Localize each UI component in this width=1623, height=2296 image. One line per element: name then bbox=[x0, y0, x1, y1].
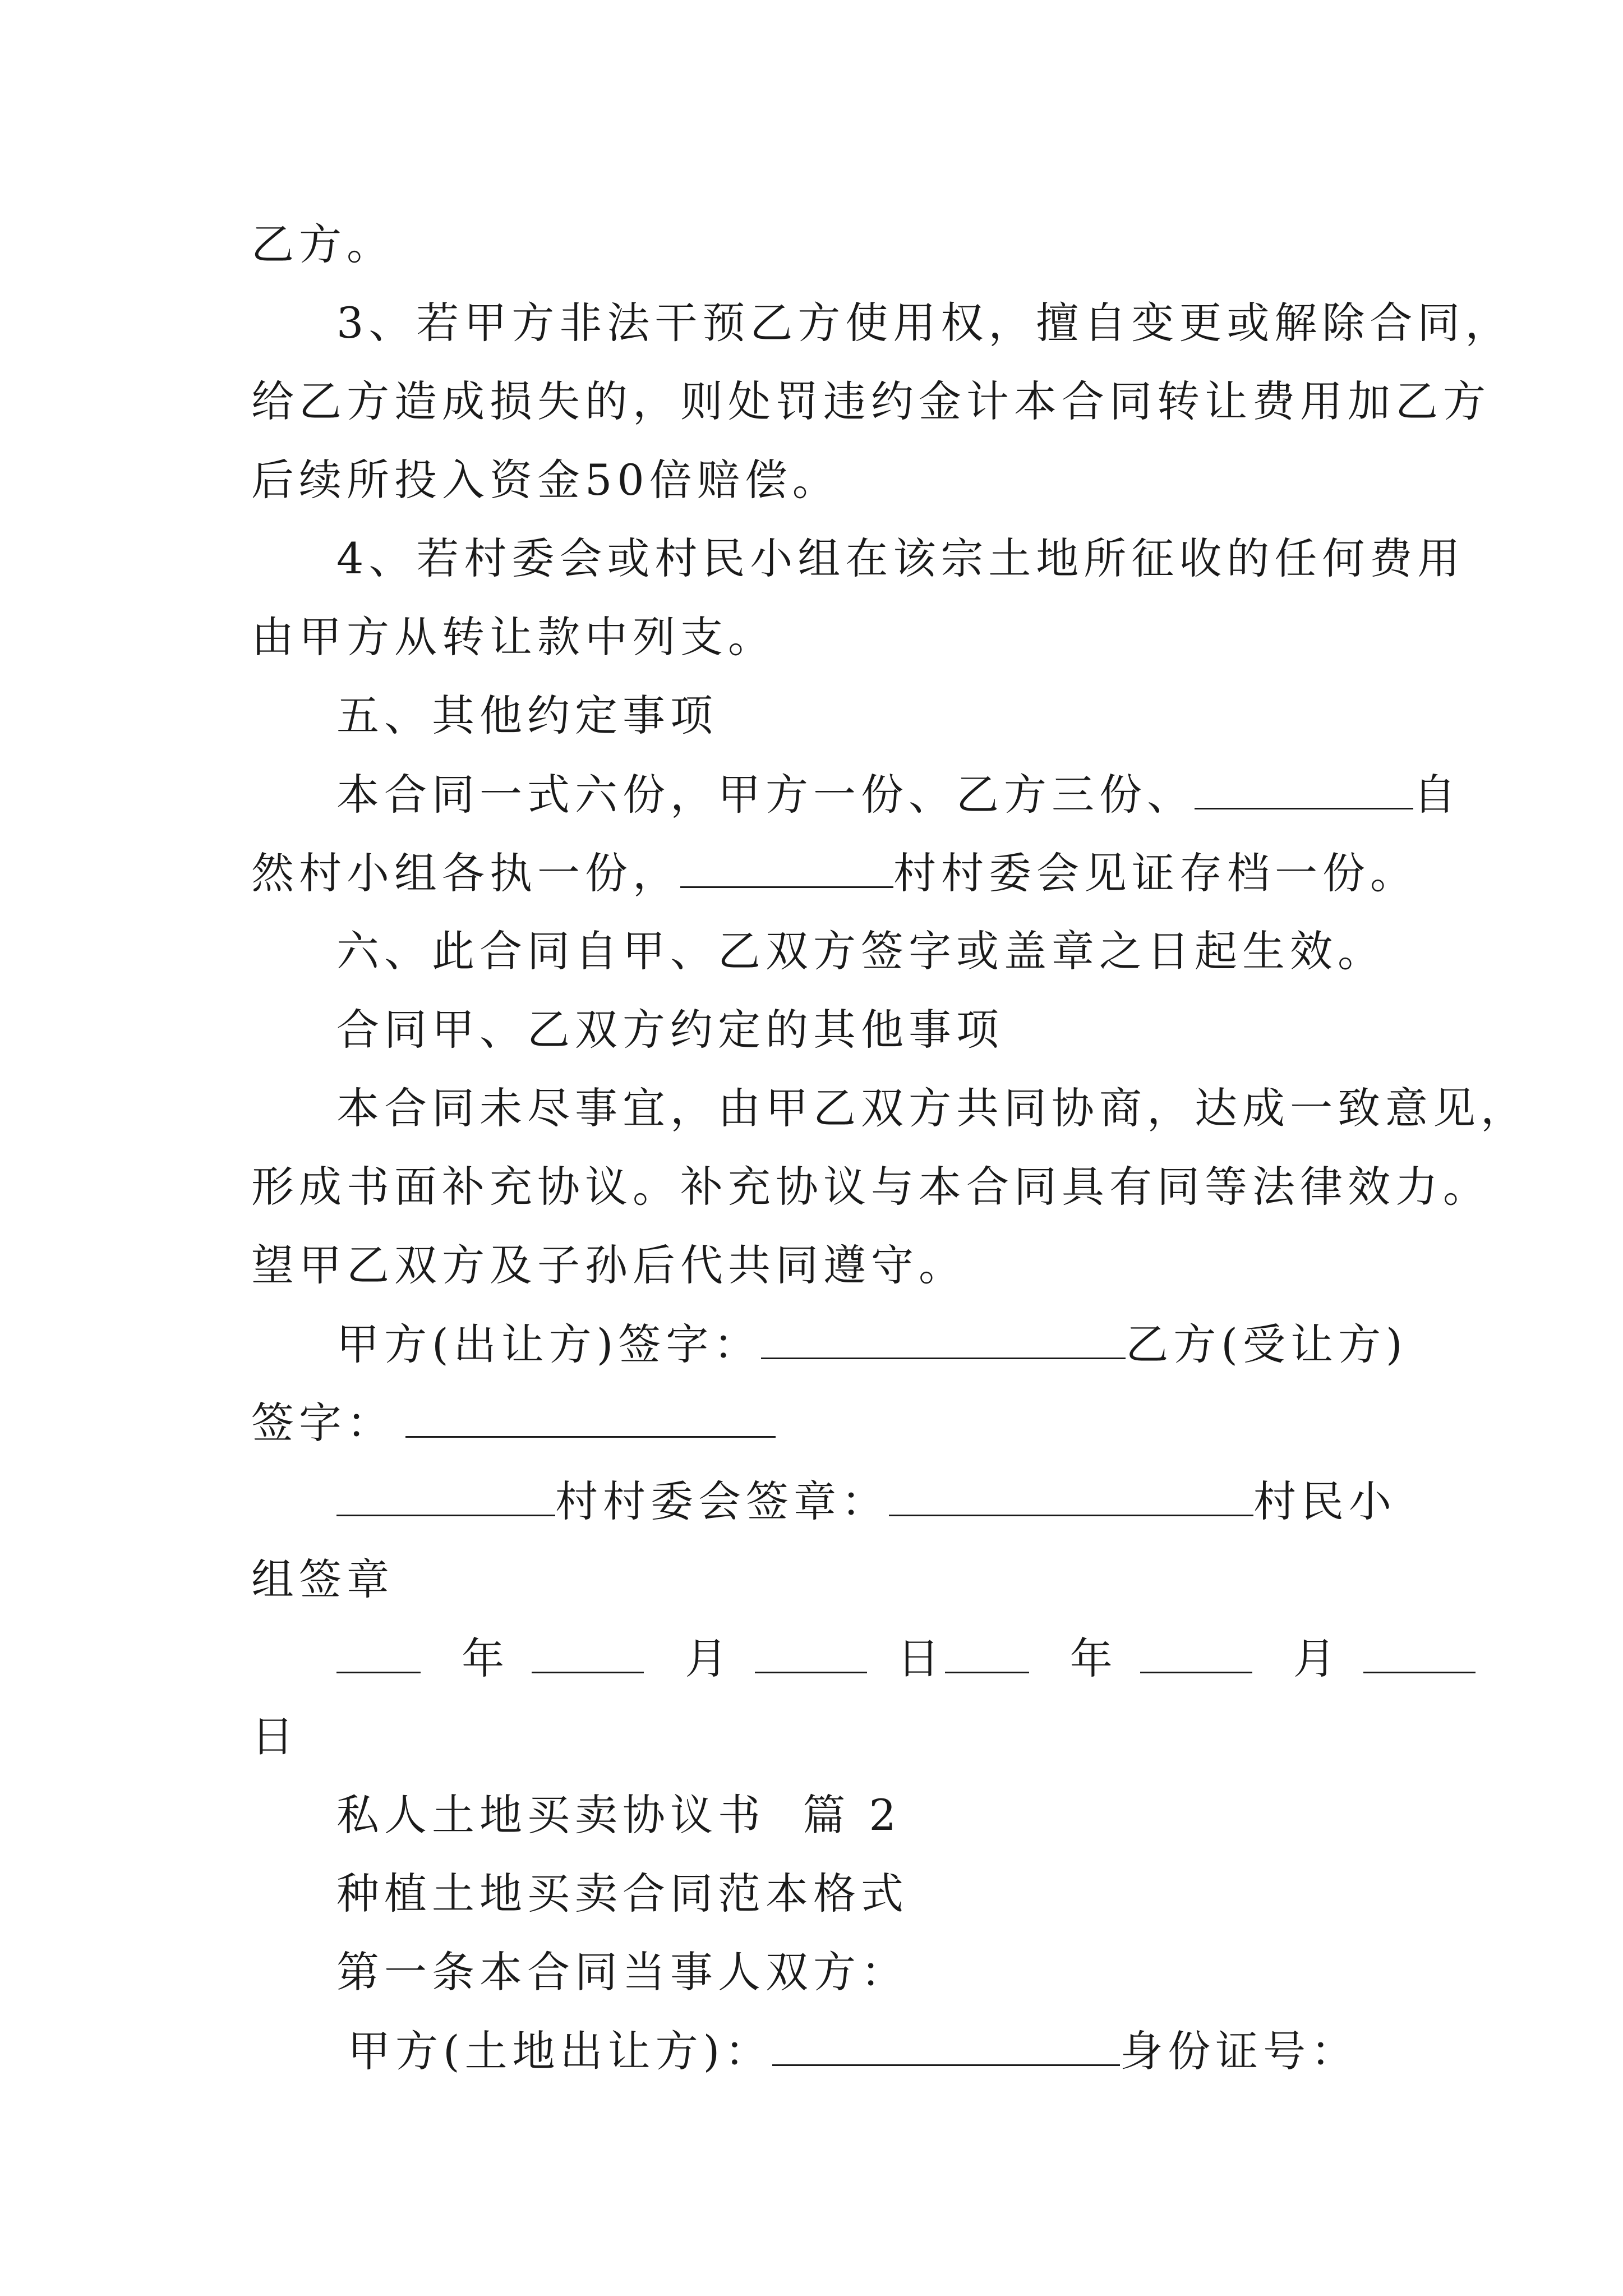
day-label: 日 bbox=[897, 1634, 945, 1683]
month-blank[interactable] bbox=[532, 1631, 644, 1673]
paragraph-text: 自 bbox=[1413, 770, 1461, 820]
paragraph-line bbox=[251, 846, 1418, 900]
fill-in-blank[interactable] bbox=[680, 846, 893, 888]
year-blank[interactable] bbox=[336, 1631, 421, 1673]
village-name-blank[interactable] bbox=[336, 1474, 555, 1516]
signature-line bbox=[336, 1317, 1408, 1371]
day-blank[interactable] bbox=[1363, 1631, 1476, 1673]
signature-label: 乙方(受让方) bbox=[1126, 1319, 1408, 1369]
paragraph-text: 然村小组各执一份， bbox=[251, 848, 680, 898]
signature-line: 组签章 bbox=[251, 1554, 394, 1604]
paragraph-line: 合同甲、乙双方约定的其他事项 bbox=[336, 1005, 1004, 1055]
year-label: 年 bbox=[462, 1634, 510, 1683]
paragraph-line: 本合同未尽事宜，由甲乙双方共同协商，达成一致意见， bbox=[336, 1083, 1528, 1133]
paragraph-line: 后续所投入资金50倍赔偿。 bbox=[251, 455, 840, 505]
month-label: 月 bbox=[685, 1634, 733, 1683]
paragraph-line: 形成书面补充协议。补充协议与本合同具有同等法律效力。 bbox=[251, 1162, 1491, 1212]
signature-line bbox=[336, 1474, 1396, 1528]
signature-label: 签字： bbox=[251, 1398, 394, 1448]
year-blank[interactable] bbox=[945, 1631, 1029, 1673]
party-label: 身份证号： bbox=[1120, 2026, 1359, 2076]
signature-label: 村村委会签章： bbox=[555, 1476, 889, 1526]
paragraph-line: 望甲乙双方及子孙后代共同遵守。 bbox=[251, 1240, 966, 1290]
signature-label: 村民小 bbox=[1253, 1476, 1396, 1526]
paragraph-line: 由甲方从转让款中列支。 bbox=[251, 612, 776, 662]
date-line bbox=[336, 1631, 1476, 1685]
party-name-blank[interactable] bbox=[772, 2024, 1120, 2066]
paragraph-text: 村村委会见证存档一份。 bbox=[893, 848, 1418, 898]
paragraph-line: 给乙方造成损失的，则处罚违约金计本合同转让费用加乙方 bbox=[251, 376, 1491, 426]
article-heading: 第一条本合同当事人双方： bbox=[336, 1947, 909, 1997]
section-title: 私人土地买卖协议书 篇 2 bbox=[336, 1790, 901, 1840]
paragraph-line: 4、若村委会或村民小组在该宗土地所征收的任何费用 bbox=[336, 533, 1465, 583]
month-blank[interactable] bbox=[1140, 1631, 1252, 1673]
paragraph-text: 本合同一式六份，甲方一份、乙方三份、 bbox=[336, 770, 1195, 820]
paragraph-line bbox=[336, 767, 1461, 821]
date-line: 日 bbox=[251, 1711, 299, 1761]
signature-blank[interactable] bbox=[405, 1396, 776, 1438]
section-title: 种植土地买卖合同范本格式 bbox=[336, 1869, 909, 1918]
party-line bbox=[348, 2024, 1358, 2078]
month-label: 月 bbox=[1293, 1634, 1341, 1683]
party-label: 甲方(土地出让方)： bbox=[348, 2026, 773, 2076]
fill-in-blank[interactable] bbox=[1195, 767, 1413, 809]
signature-label: 甲方(出让方)签字： bbox=[336, 1319, 762, 1369]
paragraph-line: 六、此合同自甲、乙双方签字或盖章之日起生效。 bbox=[336, 926, 1385, 976]
signature-blank[interactable] bbox=[761, 1317, 1126, 1359]
signature-line bbox=[251, 1396, 776, 1450]
paragraph-line: 乙方。 bbox=[251, 219, 394, 269]
year-label: 年 bbox=[1069, 1634, 1118, 1683]
day-blank[interactable] bbox=[755, 1631, 867, 1673]
signature-blank[interactable] bbox=[889, 1474, 1253, 1516]
section-heading: 五、其他约定事项 bbox=[336, 691, 718, 740]
paragraph-line: 3、若甲方非法干预乙方使用权，擅自变更或解除合同， bbox=[336, 298, 1513, 348]
